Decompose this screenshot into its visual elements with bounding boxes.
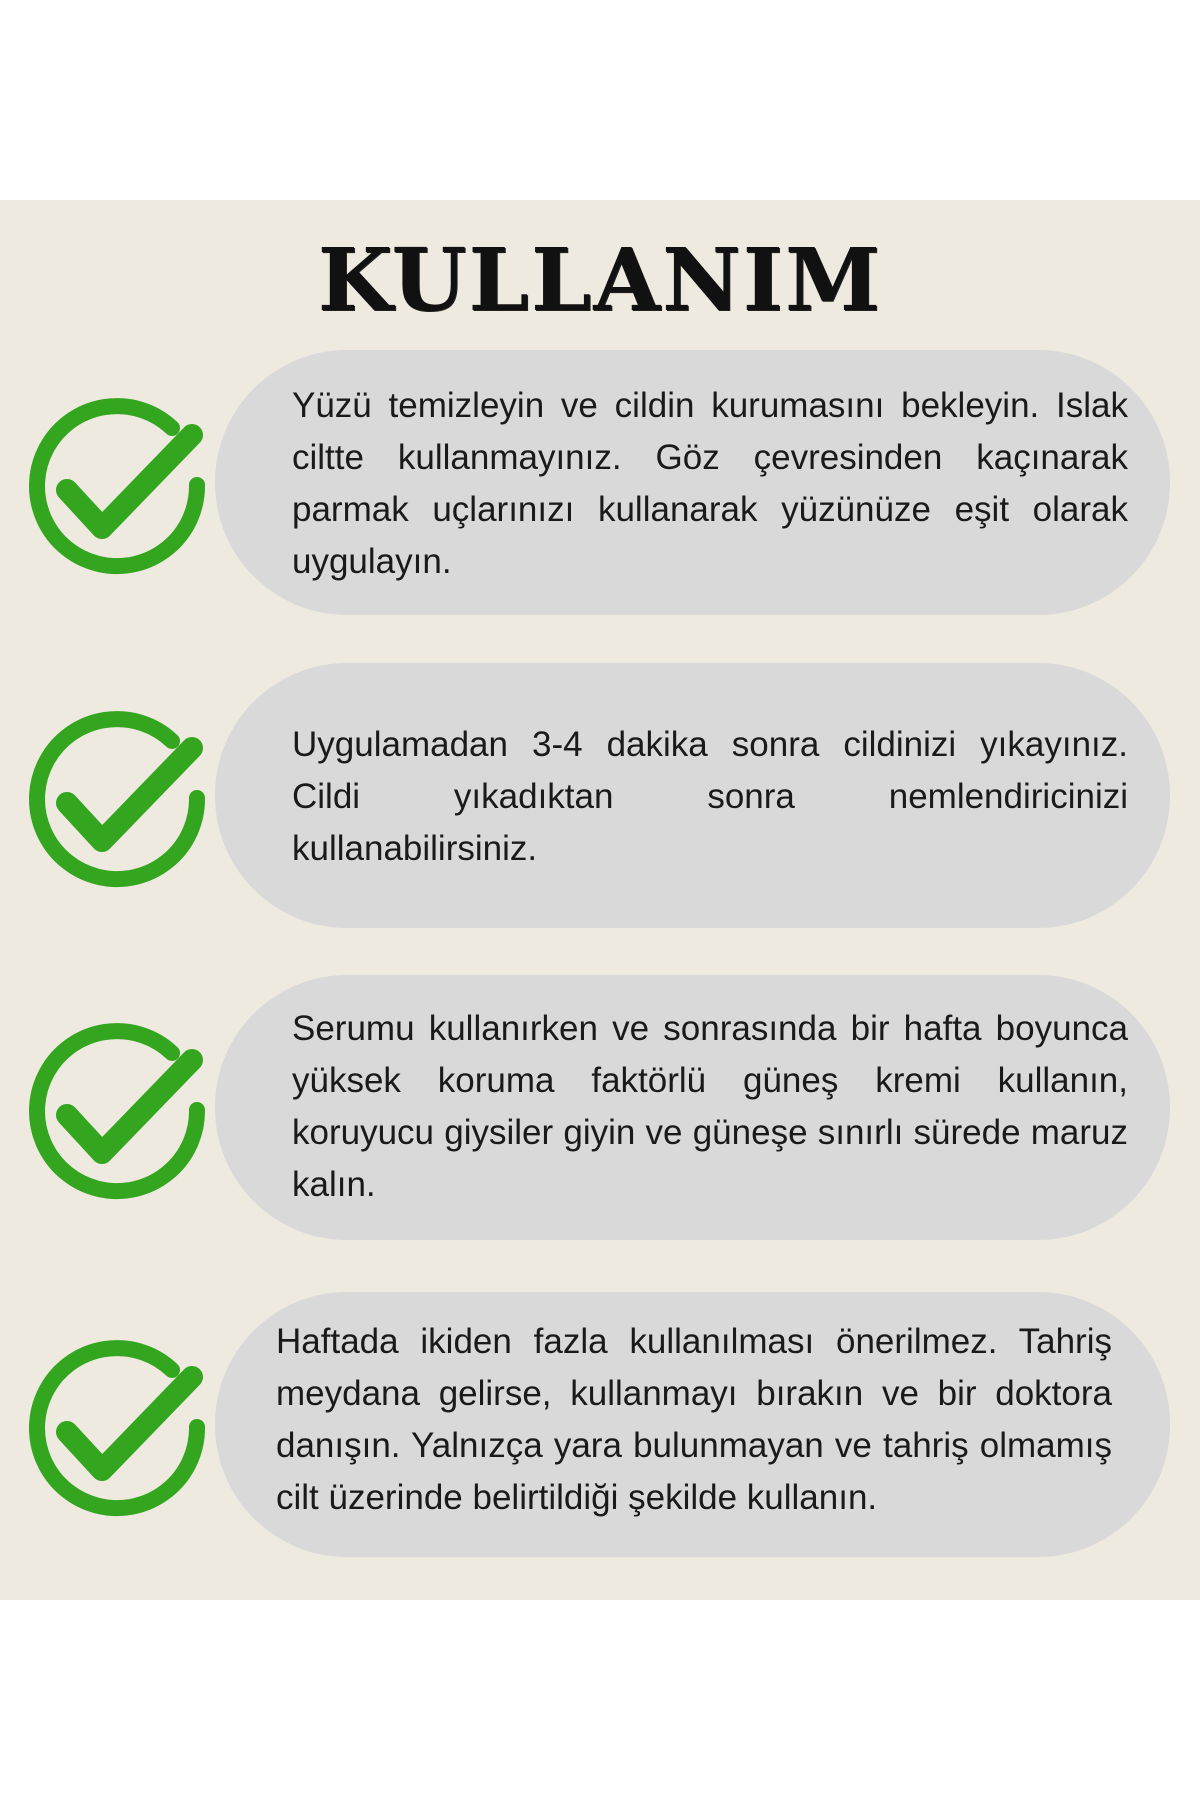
usage-step	[0, 663, 1200, 933]
check-circle-icon	[22, 703, 212, 893]
step-text: Haftada ikiden fazla kullanılması önerilmez. Tahriş meydana gelirse, kullanmayı bırakın ve bir doktora danışın. Yalnızça yara bulunmayan ve tahriş olmamış cilt üzerinde belirtildiği şekilde kullanın.	[276, 1322, 1112, 1517]
step-text: Uygulamadan 3-4 dakika sonra cildinizi yıkayınız. Cildi yıkadıktan sonra nemlendiricinizi kullanabilirsiniz.	[292, 725, 1128, 868]
page-title: KULLANIM	[317, 230, 883, 331]
usage-step	[0, 975, 1200, 1245]
usage-step	[0, 1292, 1200, 1562]
step-text: Yüzü temizleyin ve cildin kurumasını bekleyin. Islak ciltte kullanmayınız. Göz çevresinden kaçınarak parmak uçlarınızı kullanarak yüzünüze eşit olarak uygulayın.	[292, 386, 1128, 581]
check-circle-icon	[22, 1332, 212, 1522]
step-text: Serumu kullanırken ve sonrasında bir hafta boyunca yüksek koruma faktörlü güneş kremi kullanın, koruyucu giysiler giyin ve güneşe sınırlı sürede maruz kalın.	[292, 1009, 1128, 1204]
usage-step	[0, 350, 1200, 620]
check-circle-icon	[22, 1015, 212, 1205]
check-circle-icon	[22, 390, 212, 580]
